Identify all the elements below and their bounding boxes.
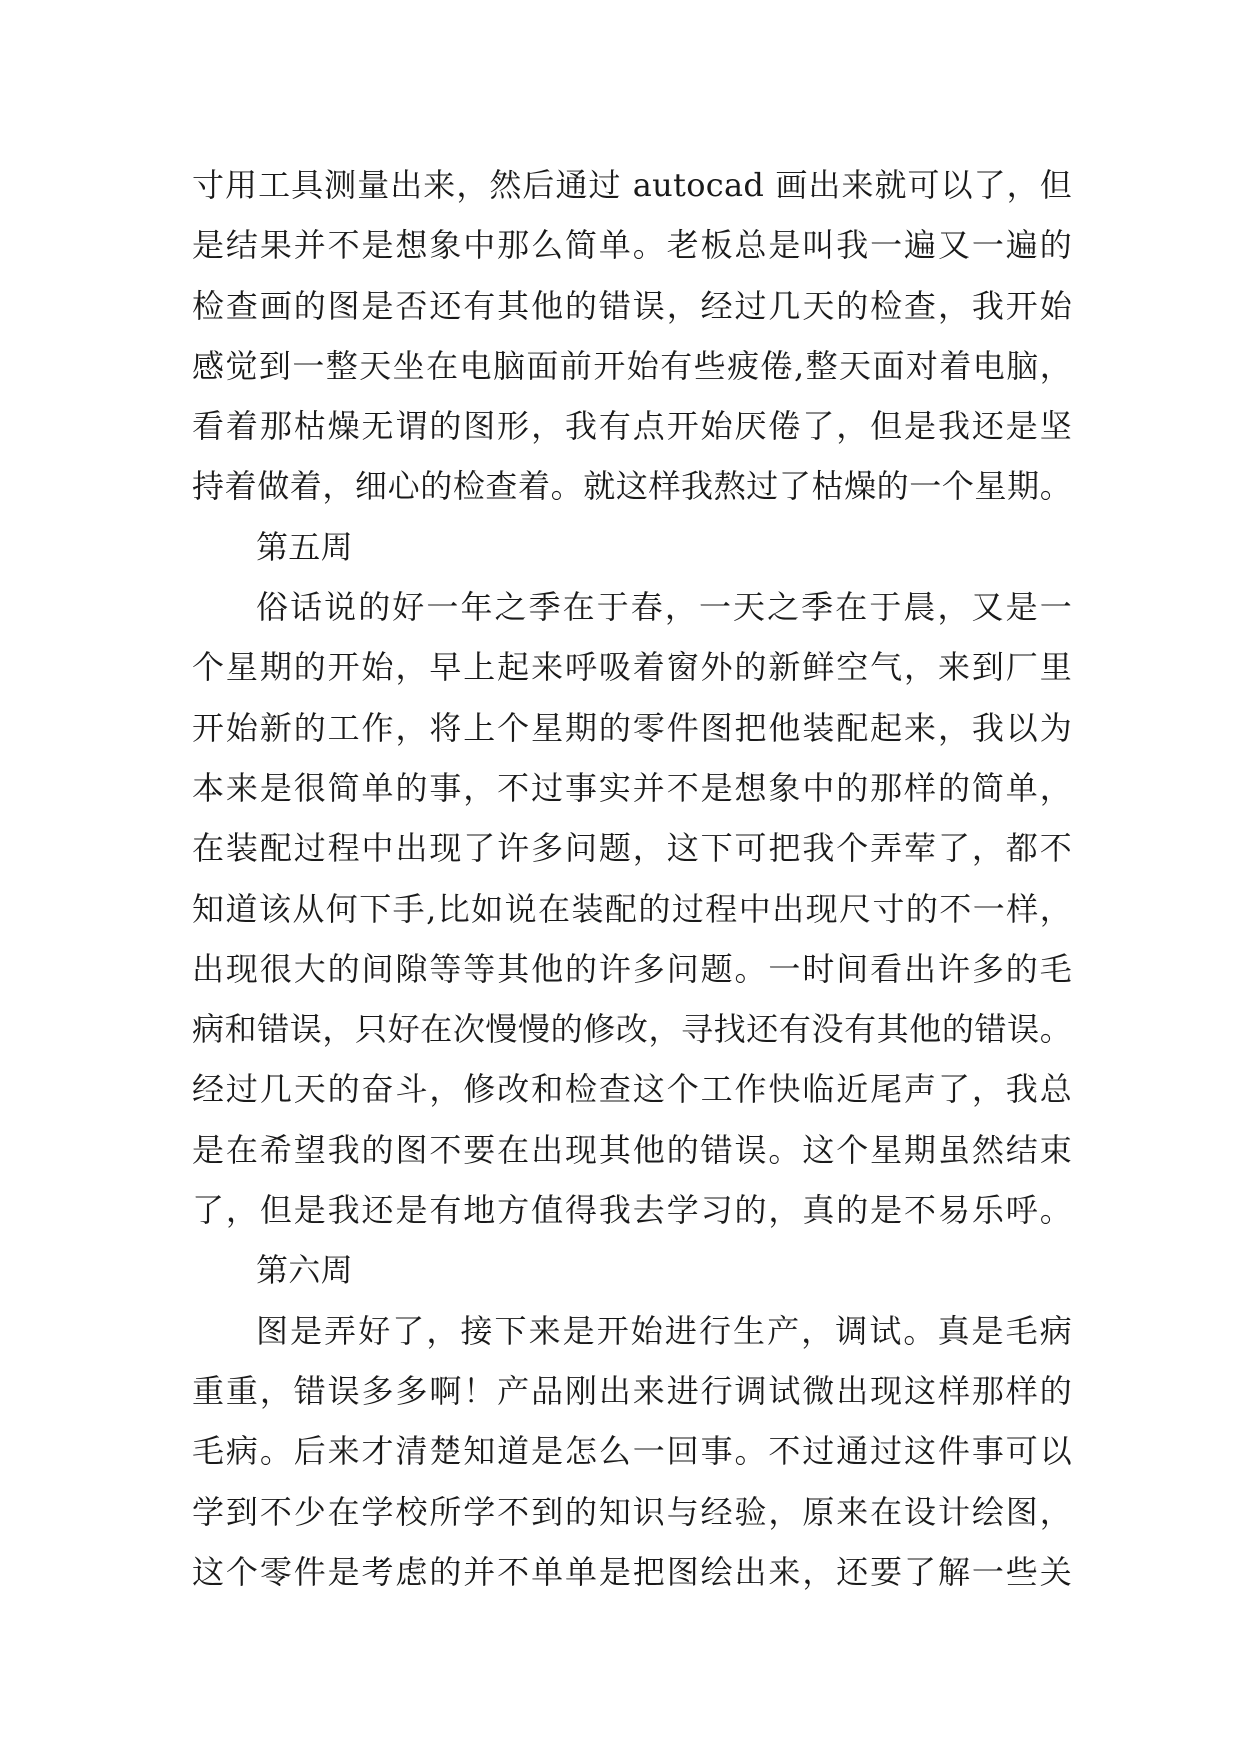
text-line: 持着做着，细心的检查着。就这样我熬过了枯燥的一个星期。 <box>192 467 1072 506</box>
text-line: 这个零件是考虑的并不单单是把图绘出来，还要了解一些关 <box>192 1552 1072 1591</box>
text-line: 寸用工具测量出来，然后通过 autocad 画出来就可以了，但 <box>192 166 1072 204</box>
text-line: 个星期的开始，早上起来呼吸着窗外的新鲜空气，来到厂里 <box>192 648 1072 687</box>
section-heading: 第五周 <box>256 527 353 566</box>
text-line: 在装配过程中出现了许多问题，这下可把我个弄荤了，都不 <box>192 829 1072 868</box>
text-line: 检查画的图是否还有其他的错误，经过几天的检查，我开始 <box>192 286 1072 325</box>
document-body <box>192 155 1072 1602</box>
text-line: 是在希望我的图不要在出现其他的错误。这个星期虽然结束 <box>192 1130 1072 1169</box>
text-line: 图是弄好了，接下来是开始进行生产，调试。真是毛病 <box>256 1311 1072 1350</box>
text-line: 病和错误，只好在次慢慢的修改，寻找还有没有其他的错误。 <box>192 1010 1072 1049</box>
text-line: 开始新的工作，将上个星期的零件图把他装配起来，我以为 <box>192 708 1072 747</box>
text-line: 是结果并不是想象中那么简单。老板总是叫我一遍又一遍的 <box>192 226 1072 265</box>
text-line: 学到不少在学校所学不到的知识与经验，原来在设计绘图， <box>192 1492 1072 1531</box>
text-line: 重重，错误多多啊！产品刚出来进行调试微出现这样那样的 <box>192 1371 1072 1410</box>
text-line: 了，但是我还是有地方值得我去学习的，真的是不易乐呼。 <box>192 1191 1072 1230</box>
text-line: 毛病。后来才清楚知道是怎么一回事。不过通过这件事可以 <box>192 1432 1072 1471</box>
text-line: 知道该从何下手,比如说在装配的过程中出现尺寸的不一样， <box>192 889 1072 928</box>
text-line: 经过几天的奋斗，修改和检查这个工作快临近尾声了，我总 <box>192 1070 1072 1109</box>
text-line: 本来是很简单的事，不过事实并不是想象中的那样的简单， <box>192 768 1072 807</box>
text-line: 俗话说的好一年之季在于春，一天之季在于晨，又是一 <box>256 588 1072 627</box>
text-line: 看着那枯燥无谓的图形，我有点开始厌倦了，但是我还是坚 <box>192 407 1072 446</box>
section-heading: 第六周 <box>256 1251 353 1290</box>
text-line: 感觉到一整天坐在电脑面前开始有些疲倦,整天面对着电脑， <box>192 346 1072 385</box>
text-line: 出现很大的间隙等等其他的许多问题。一时间看出许多的毛 <box>192 949 1072 988</box>
